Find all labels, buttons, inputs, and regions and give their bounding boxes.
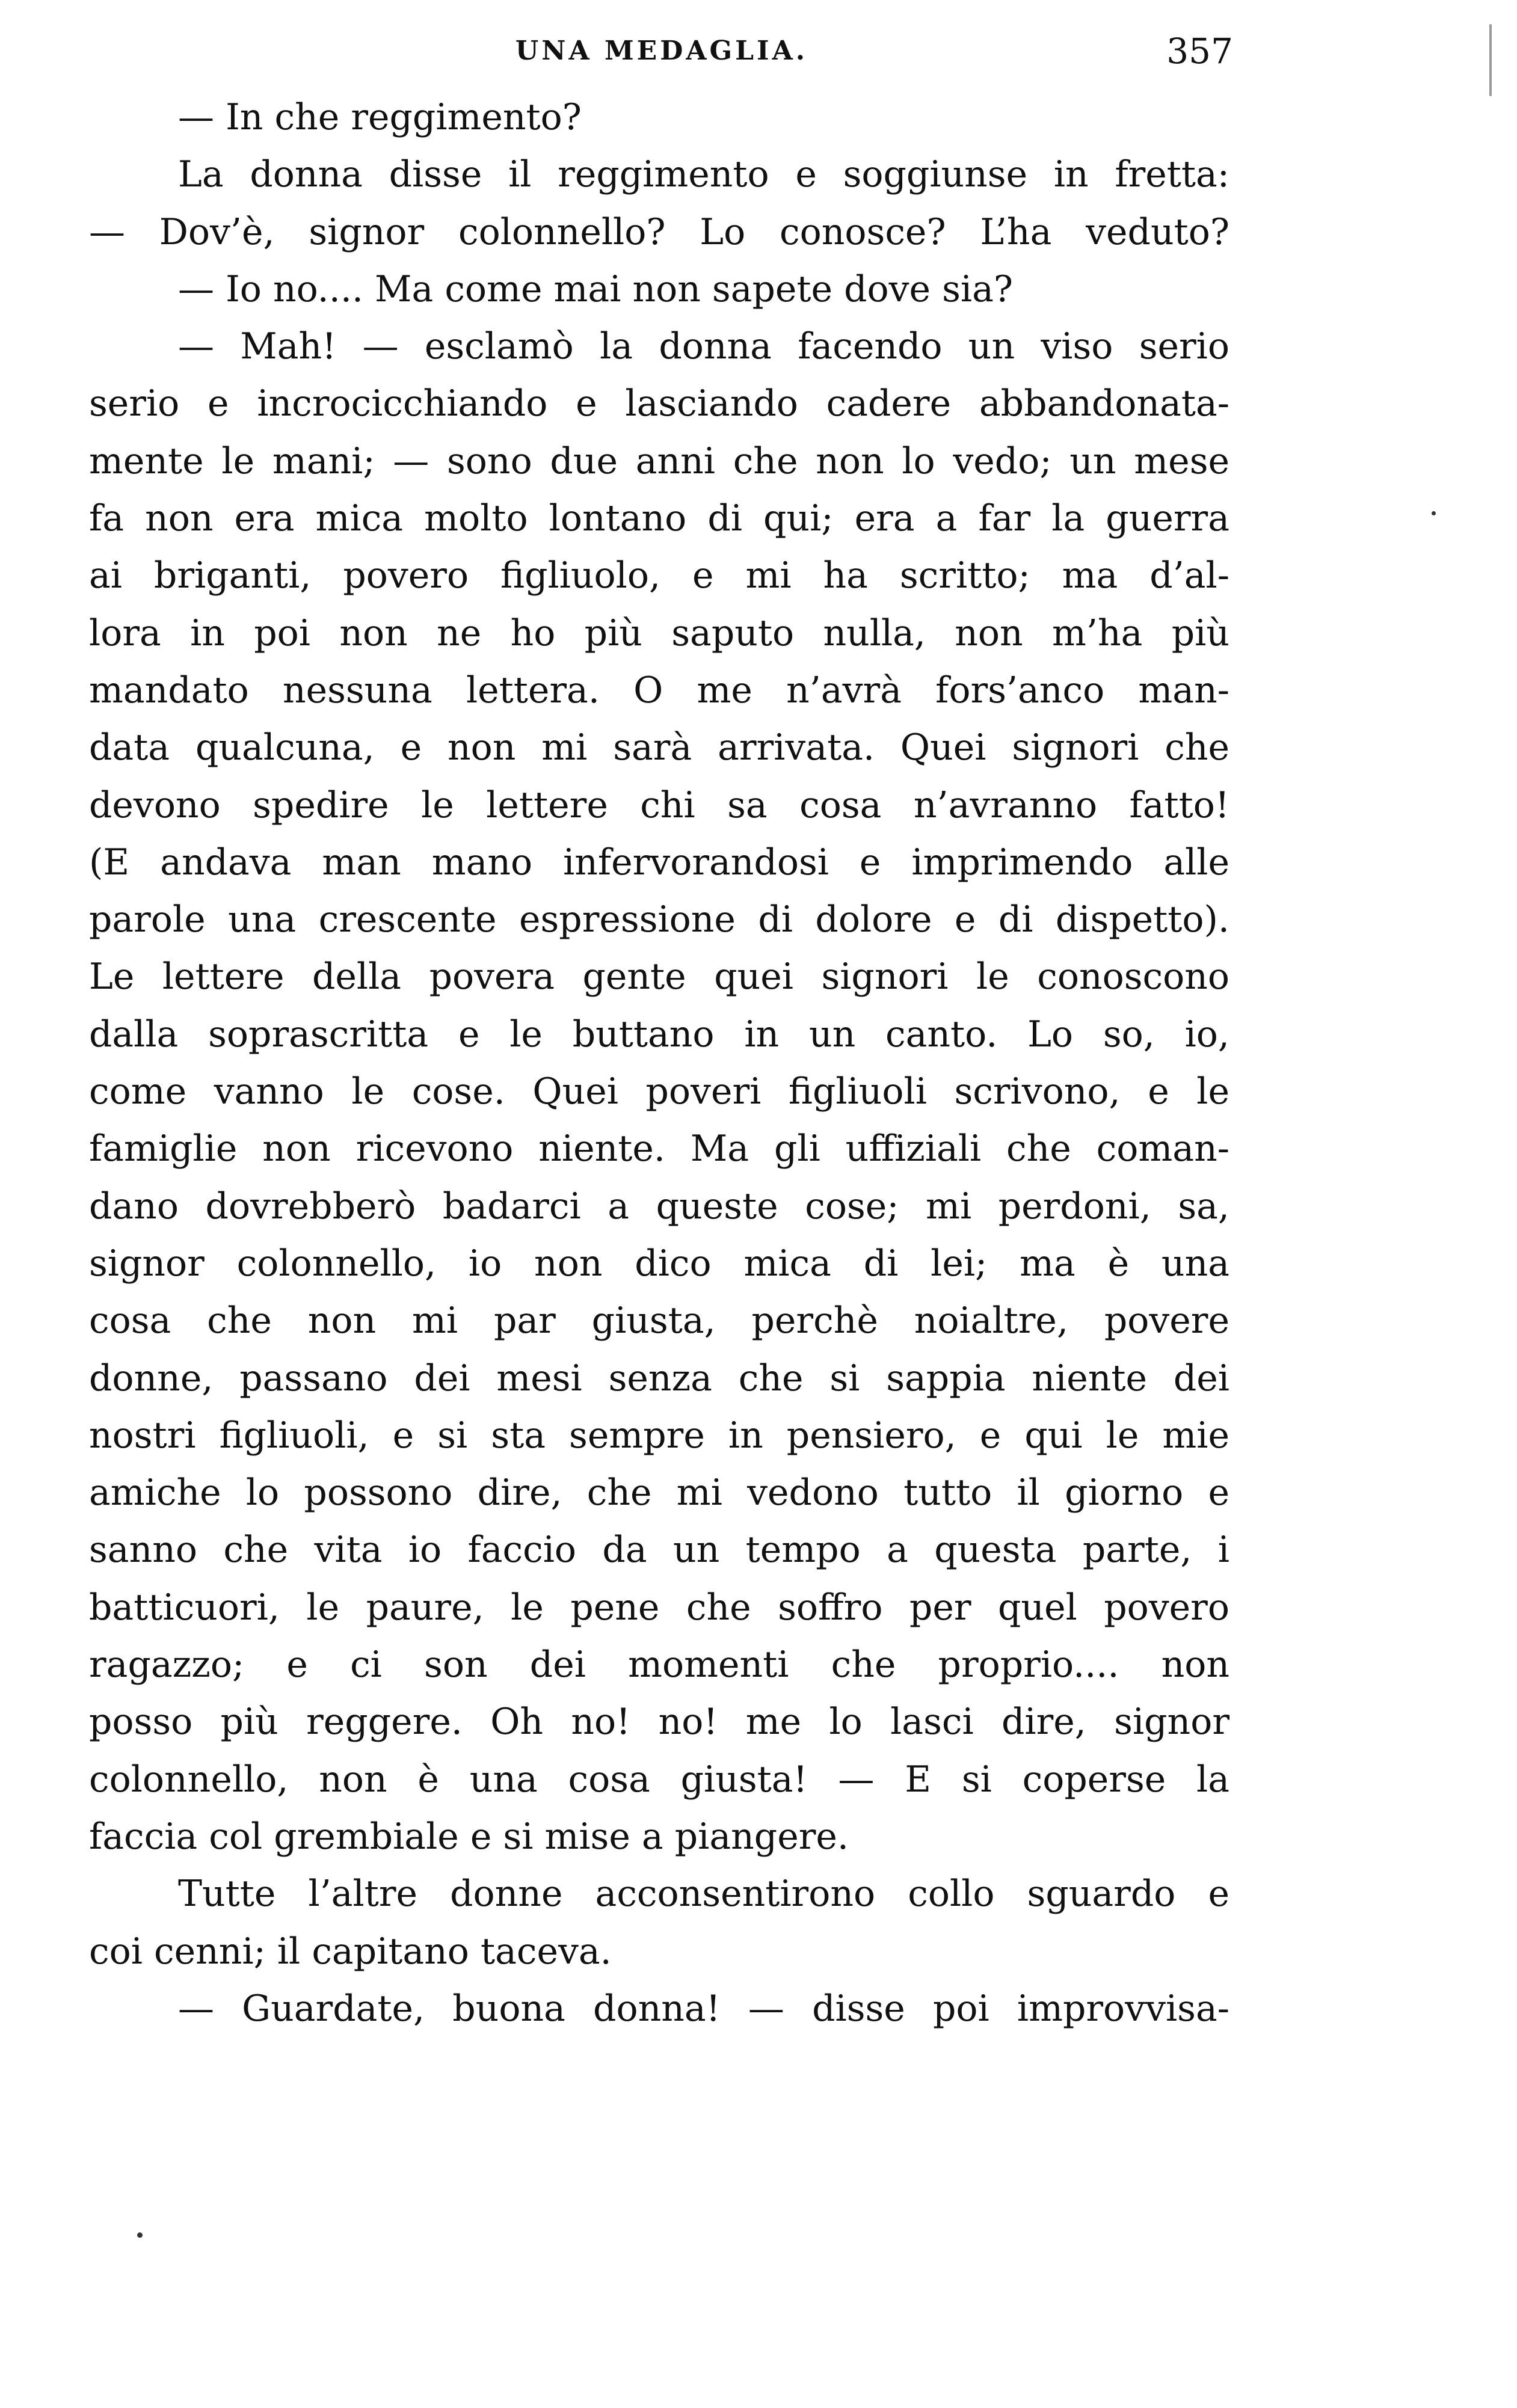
text-line: posso più reggere. Oh no! no! me lo lasci dire, signor xyxy=(89,1701,1229,1743)
running-title: UNA MEDAGLIA. xyxy=(515,35,808,66)
text-line: cosa che non mi par giusta, perchè noialtre, povere xyxy=(89,1300,1229,1342)
text-line: — Guardate, buona donna! — disse poi improvvisa- xyxy=(178,1987,1229,2030)
text-line: — In che reggimento? xyxy=(178,96,582,138)
text-line: Le lettere della povera gente quei signori le conoscono xyxy=(89,956,1229,998)
text-line: — Dov’è, signor colonnello? Lo conosce? L’ha veduto? xyxy=(89,210,1229,253)
text-line: ai briganti, povero figliuolo, e mi ha scritto; ma d’al- xyxy=(89,554,1229,597)
body-text xyxy=(89,89,1229,2038)
text-line: ragazzo; e ci son dei momenti che proprio.... non xyxy=(89,1644,1229,1686)
text-line: dano dovrebberò badarci a queste cose; mi perdoni, sa, xyxy=(89,1185,1229,1227)
text-line: mente le mani; — sono due anni che non lo vedo; un mese xyxy=(89,440,1229,482)
text-line: fa non era mica molto lontano di qui; era a far la guerra xyxy=(89,497,1229,540)
text-line: data qualcuna, e non mi sarà arrivata. Quei signori che xyxy=(89,726,1229,769)
text-line: batticuori, le paure, le pene che soffro per quel povero xyxy=(89,1586,1229,1629)
text-line: — Io no.... Ma come mai non sapete dove sia? xyxy=(178,268,1014,310)
ink-speck-mark xyxy=(1489,24,1492,96)
text-line: parole una crescente espressione di dolore e di dispetto). xyxy=(89,898,1229,941)
text-line: coi cenni; il capitano taceva. xyxy=(89,1930,612,1973)
text-line: signor colonnello, io non dico mica di lei; ma è una xyxy=(89,1242,1229,1285)
text-line: dalla soprascritta e le buttano in un canto. Lo so, io, xyxy=(89,1013,1229,1055)
ink-speck-mark xyxy=(1432,511,1436,515)
text-line: nostri figliuoli, e si sta sempre in pensiero, e qui le mie xyxy=(89,1414,1229,1457)
ink-speck-mark xyxy=(137,2232,143,2238)
text-line: famiglie non ricevono niente. Ma gli uffiziali che coman- xyxy=(89,1128,1229,1170)
text-line: amiche lo possono dire, che mi vedono tutto il giorno e xyxy=(89,1472,1229,1514)
text-line: La donna disse il reggimento e soggiunse in fretta: xyxy=(178,153,1229,196)
running-head xyxy=(90,24,1233,78)
text-line: Tutte l’altre donne acconsentirono collo sguardo e xyxy=(178,1873,1229,1915)
text-line: come vanno le cose. Quei poveri figliuoli scrivono, e le xyxy=(89,1070,1229,1113)
text-line: faccia col grembiale e si mise a piangere. xyxy=(89,1815,849,1858)
text-line: — Mah! — esclamò la donna facendo un viso serio xyxy=(178,325,1229,368)
text-line: donne, passano dei mesi senza che si sappia niente dei xyxy=(89,1357,1229,1399)
text-line: mandato nessuna lettera. O me n’avrà fors’anco man- xyxy=(89,669,1229,711)
text-line: sanno che vita io faccio da un tempo a questa parte, i xyxy=(89,1529,1229,1571)
text-line: serio e incrocicchiando e lasciando cadere abbandonata- xyxy=(89,382,1229,425)
text-line: devono spedire le lettere chi sa cosa n’avranno fatto! xyxy=(89,784,1229,826)
text-line: lora in poi non ne ho più saputo nulla, non m’ha più xyxy=(89,612,1229,654)
text-line: (E andava man mano infervorandosi e imprimendo alle xyxy=(89,841,1229,883)
page-number: 357 xyxy=(1166,31,1233,72)
text-line: colonnello, non è una cosa giusta! — E si coperse la xyxy=(89,1758,1229,1801)
